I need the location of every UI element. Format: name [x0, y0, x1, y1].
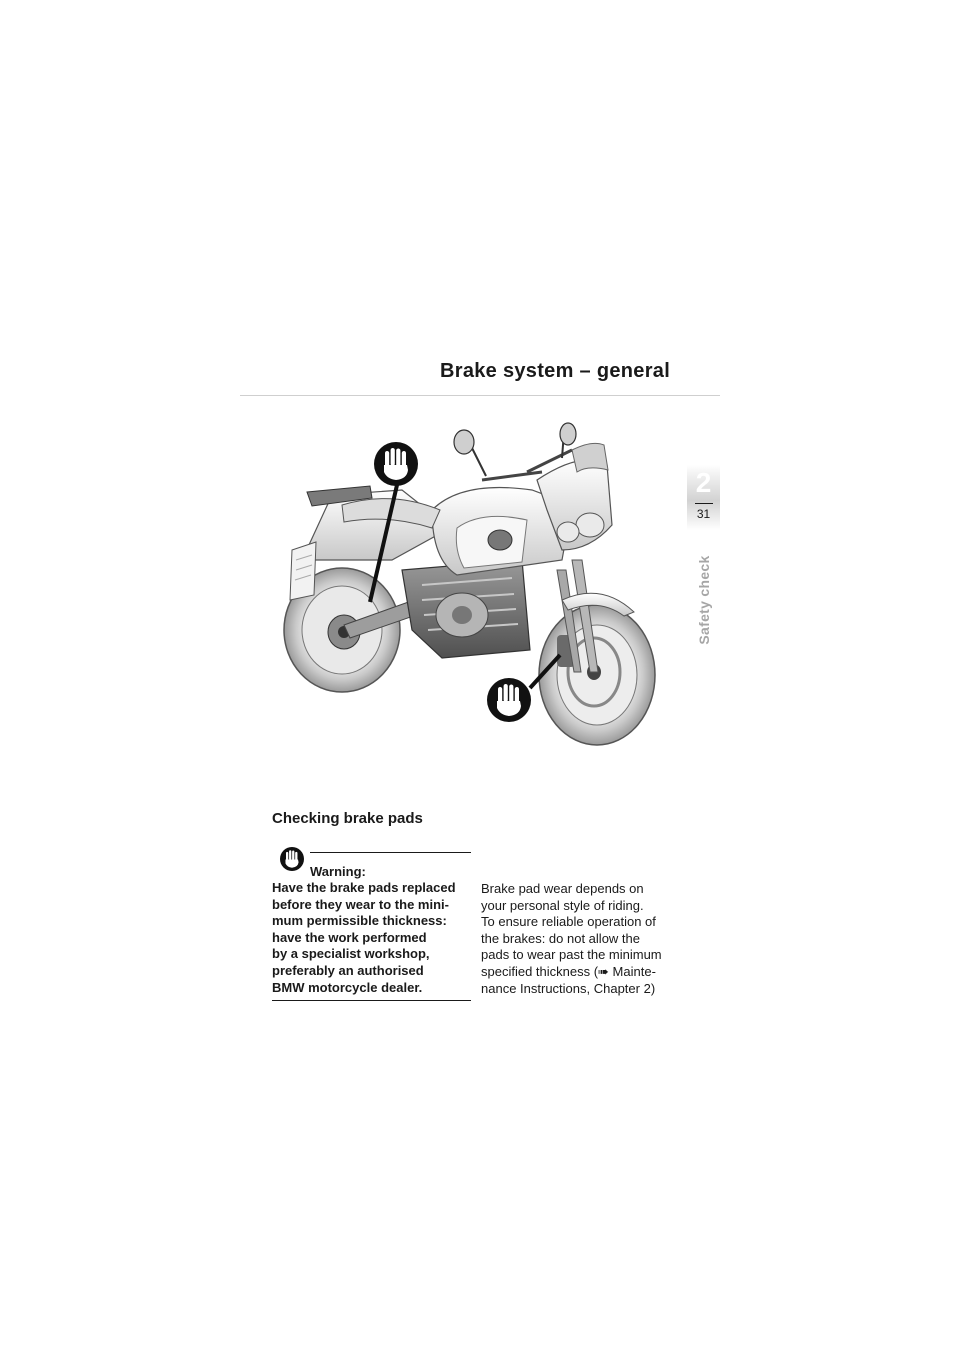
chapter-number: 2 [695, 467, 712, 498]
warning-line: preferably an authorised [272, 962, 424, 978]
motorcycle-illustration [272, 410, 672, 750]
side-section-label: Safety check [696, 555, 712, 645]
page-number: 31 [696, 507, 711, 521]
warning-text [272, 880, 472, 996]
warning-line: BMW motorcycle dealer. [272, 979, 423, 995]
body-line: your personal style of riding. [481, 897, 644, 913]
body-paragraph [481, 881, 681, 997]
warning-line: have the work performed [272, 929, 427, 945]
body-line: To ensure reliable operation of [481, 914, 656, 930]
body-line: Brake pad wear depends on [481, 881, 644, 896]
body-line: specified thickness (➠ Mainte- [481, 963, 656, 979]
chapter-divider [695, 503, 713, 504]
warning-label: Warning: [310, 864, 366, 879]
warning-top-rule [310, 852, 471, 853]
warning-hand-icon [374, 442, 418, 486]
warning-hand-icon [487, 678, 531, 722]
front-wheel [539, 605, 655, 745]
warning-bottom-rule [272, 1000, 471, 1001]
body-line: the brakes: do not allow the [481, 930, 640, 946]
warning-line: before they wear to the mini- [272, 896, 449, 912]
section-heading: Checking brake pads [272, 810, 423, 827]
warning-line: Have the brake pads replaced [272, 880, 456, 895]
page-title: Brake system – general [440, 360, 671, 382]
body-line: pads to wear past the minimum [481, 947, 662, 963]
title-divider [240, 395, 720, 396]
warning-hand-icon [280, 847, 304, 871]
warning-line: mum permissible thickness: [272, 913, 447, 929]
warning-line: by a specialist workshop, [272, 946, 430, 962]
chapter-tab [687, 465, 720, 530]
body-line: nance Instructions, Chapter 2) [481, 980, 656, 996]
